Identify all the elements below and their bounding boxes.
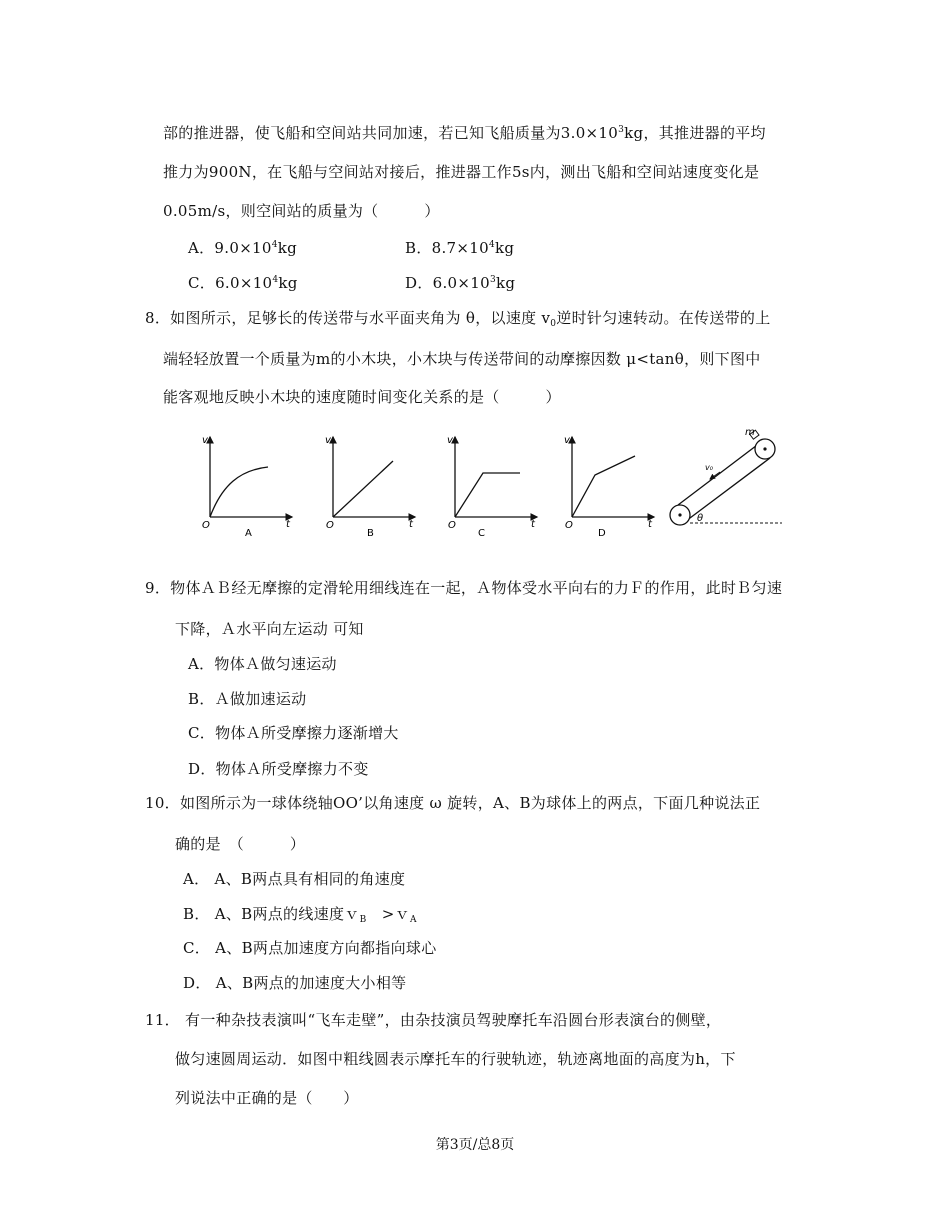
graph-a-origin: O [202, 520, 210, 531]
q7-option-d: D．$6.0\times 10^3kg$ [405, 274, 516, 292]
q9-option-d: D．物体Ａ所受摩擦力不变 [188, 760, 369, 778]
graph-c-origin: O [448, 520, 456, 531]
graph-b-line [333, 461, 393, 517]
q10-option-c: C． A、B两点加速度方向都指向球心 [183, 939, 437, 957]
graph-a-curve [210, 467, 268, 517]
graph-b-t-label: t [409, 519, 413, 530]
q7-option-a: A．$9.0\times 10^4kg$ [188, 239, 298, 257]
q9-line1: 9．物体ＡＢ经无摩擦的定滑轮用细线连在一起，Ａ物体受水平向右的力Ｆ的作用，此时Ｂ匀速 [145, 579, 783, 597]
graph-d-line [572, 456, 635, 517]
graph-c-t-label: t [531, 519, 535, 530]
q8-line3: 能客观地反映小木块的速度随时间变化关系的是（ ） [163, 388, 561, 406]
q10-line2: 确的是 （ ） [175, 835, 306, 853]
graph-a-label: A [245, 528, 252, 539]
q7-line1: 部的推进器，使飞船和空间站共同加速，若已知飞船质量为$3.0\times 10^3kg$，其推进器的平均 [163, 124, 766, 142]
q10-option-a: A． A、B两点具有相同的角速度 [183, 870, 406, 888]
graph-b-label: B [367, 528, 374, 539]
graph-a-t-label: t [286, 519, 290, 530]
q10-option-d: D． A、B两点的加速度大小相等 [183, 974, 407, 992]
q10-option-b: B． A、B两点的线速度ｖ$_B$ >ｖ$_A$ [183, 905, 417, 925]
graph-c [447, 435, 537, 539]
q9-line2: 下降，Ａ水平向左运动 可知 [175, 620, 364, 638]
conveyor-belt-figure [670, 427, 782, 525]
mass-label: m [745, 427, 755, 438]
q7-option-c: C．$6.0\times 10^4kg$ [188, 274, 298, 292]
velocity-label: v₀ [705, 463, 713, 472]
graph-d-t-label: t [648, 519, 652, 530]
q11-line3: 列说法中正确的是（ ） [175, 1089, 359, 1107]
graph-c-label: C [478, 528, 485, 539]
q8-line1: 8．如图所示，足够长的传送带与水平面夹角为 θ，以速度 $v_0$逆时针匀速转动。在传送带的上 [145, 309, 771, 329]
angle-label: θ [697, 513, 704, 524]
q10-line1: 10．如图所示为一球体绕轴OO’以角速度 ω 旋转，A、B为球体上的两点，下面几种说法正 [145, 794, 761, 812]
q7-line2: 推力为900N，在飞船与空间站对接后，推进器工作5s内，测出飞船和空间站速度变化是 [163, 163, 760, 181]
q11-line2: 做匀速圆周运动．如图中粗线圆表示摩托车的行驶轨迹，轨迹离地面的高度为h，下 [175, 1050, 736, 1068]
graph-a [202, 435, 292, 539]
graph-c-v-label: v [447, 435, 453, 446]
graph-b-origin: O [326, 520, 334, 531]
q11-line1: 11． 有一种杂技表演叫“飞车走壁”，由杂技演员驾驶摩托车沿圆台形表演台的侧壁， [145, 1011, 722, 1029]
graph-d-origin: O [565, 520, 573, 531]
q9-option-b: B．Ａ做加速运动 [188, 690, 307, 708]
q9-option-c: C．物体Ａ所受摩擦力逐渐增大 [188, 724, 399, 742]
q7-option-b: B．$8.7\times 10^4kg$ [405, 239, 515, 257]
graph-c-line [455, 473, 520, 517]
graph-d [564, 435, 654, 539]
page-footer: 第3页/总8页 [435, 1137, 515, 1153]
graph-d-label: D [598, 528, 606, 539]
q8-line2: 端轻轻放置一个质量为m的小木块，小木块与传送带间的动摩擦因数 μ<tanθ，则下图中 [163, 350, 761, 368]
graph-b [325, 435, 415, 539]
graph-a-v-label: v [202, 435, 208, 446]
q7-line3: 0.05m/s，则空间站的质量为（ ） [163, 202, 440, 220]
q9-option-a: A．物体Ａ做匀速运动 [188, 655, 337, 673]
q8-figures [190, 425, 790, 545]
graph-b-v-label: v [325, 435, 331, 446]
graph-d-v-label: v [564, 435, 570, 446]
